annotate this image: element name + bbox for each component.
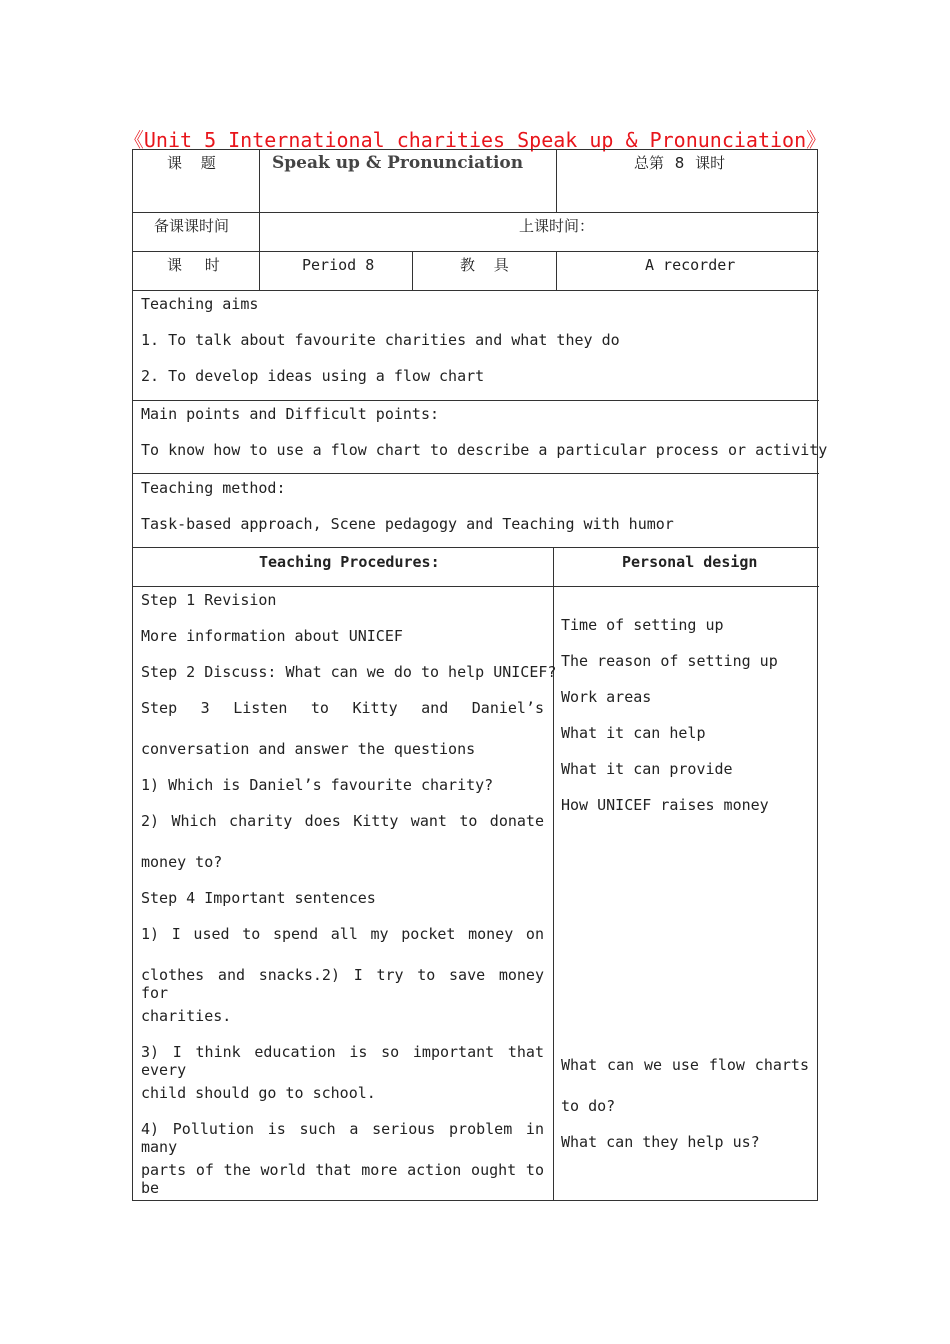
design-note: The reason of setting up <box>561 652 778 670</box>
class-time-label: 上课时间： <box>519 217 595 235</box>
procedures-header: Teaching Procedures: <box>259 553 440 571</box>
design-note: What can they help us? <box>561 1133 760 1151</box>
procedure-line: 2) Which charity does Kitty want to donate <box>141 812 544 830</box>
row-divider <box>133 473 819 474</box>
period-value: Period 8 <box>302 256 375 274</box>
procedure-line: 1) I used to spend all my pocket money on <box>141 925 544 943</box>
col-divider <box>259 150 260 290</box>
procedure-line: child should go to school. <box>141 1084 376 1102</box>
teaching-aids-value: A recorder <box>645 256 736 274</box>
col-divider <box>556 251 557 290</box>
col-divider <box>553 547 554 1201</box>
procedure-line: clothes and snacks.2) I try to save money for <box>141 966 544 1002</box>
page-title: 《Unit 5 International charities Speak up & Pronunciation》 <box>123 128 827 152</box>
procedure-line: parts of the world that more action ought to be <box>141 1161 544 1197</box>
teaching-aids-label: 教 具 <box>460 256 509 274</box>
row-divider <box>133 586 819 587</box>
row-divider <box>133 400 819 401</box>
procedure-line: More information about UNICEF <box>141 627 403 645</box>
procedure-line: Step 3 Listen to Kitty and Daniel’s <box>141 699 544 717</box>
procedure-line: 3) I think education is so important that every <box>141 1043 544 1079</box>
prep-time-label: 备课课时间 <box>154 217 230 235</box>
row-divider <box>133 251 819 252</box>
procedure-line: 4) Pollution is such a serious problem in many <box>141 1120 544 1156</box>
period-label: 课 时 <box>167 256 220 274</box>
points-text: To know how to use a flow chart to describe a particular process or activity <box>141 441 828 459</box>
design-note: What it can help <box>561 724 706 742</box>
procedure-line: Step 4 Important sentences <box>141 889 376 907</box>
aim-item: 1. To talk about favourite charities and what they do <box>141 331 620 349</box>
col-divider <box>412 251 413 290</box>
row-divider <box>133 547 819 548</box>
method-text: Task-based approach, Scene pedagogy and Teaching with humor <box>141 515 674 533</box>
topic-label: 课 题 <box>167 154 216 172</box>
design-note: Time of setting up <box>561 616 724 634</box>
procedure-line: money to? <box>141 853 223 871</box>
personal-design-header: Personal design <box>622 553 758 571</box>
procedure-line: 1) Which is Daniel’s favourite charity? <box>141 776 494 794</box>
row-divider <box>133 290 819 291</box>
design-note: Work areas <box>561 688 652 706</box>
lesson-plan-table <box>132 149 828 1201</box>
procedure-line: conversation and answer the questions <box>141 740 476 758</box>
design-note: What it can provide <box>561 760 733 778</box>
design-note: to do? <box>561 1097 616 1115</box>
procedure-line: Step 1 Revision <box>141 591 277 609</box>
procedure-line: charities. <box>141 1007 232 1025</box>
col-divider <box>556 150 557 212</box>
method-heading: Teaching method: <box>141 479 286 497</box>
aims-heading: Teaching aims <box>141 295 259 313</box>
row-divider <box>133 212 819 213</box>
total-lesson-count: 总第 8 课时 <box>634 154 726 172</box>
design-note: What can we use flow charts <box>561 1056 809 1074</box>
design-note: How UNICEF raises money <box>561 796 769 814</box>
topic-value: Speak up & Pronunciation <box>272 153 524 173</box>
aim-item: 2. To develop ideas using a flow chart <box>141 367 485 385</box>
procedure-line: Step 2 Discuss: What can we do to help UNICEF? <box>141 663 557 681</box>
points-heading: Main points and Difficult points: <box>141 405 440 423</box>
